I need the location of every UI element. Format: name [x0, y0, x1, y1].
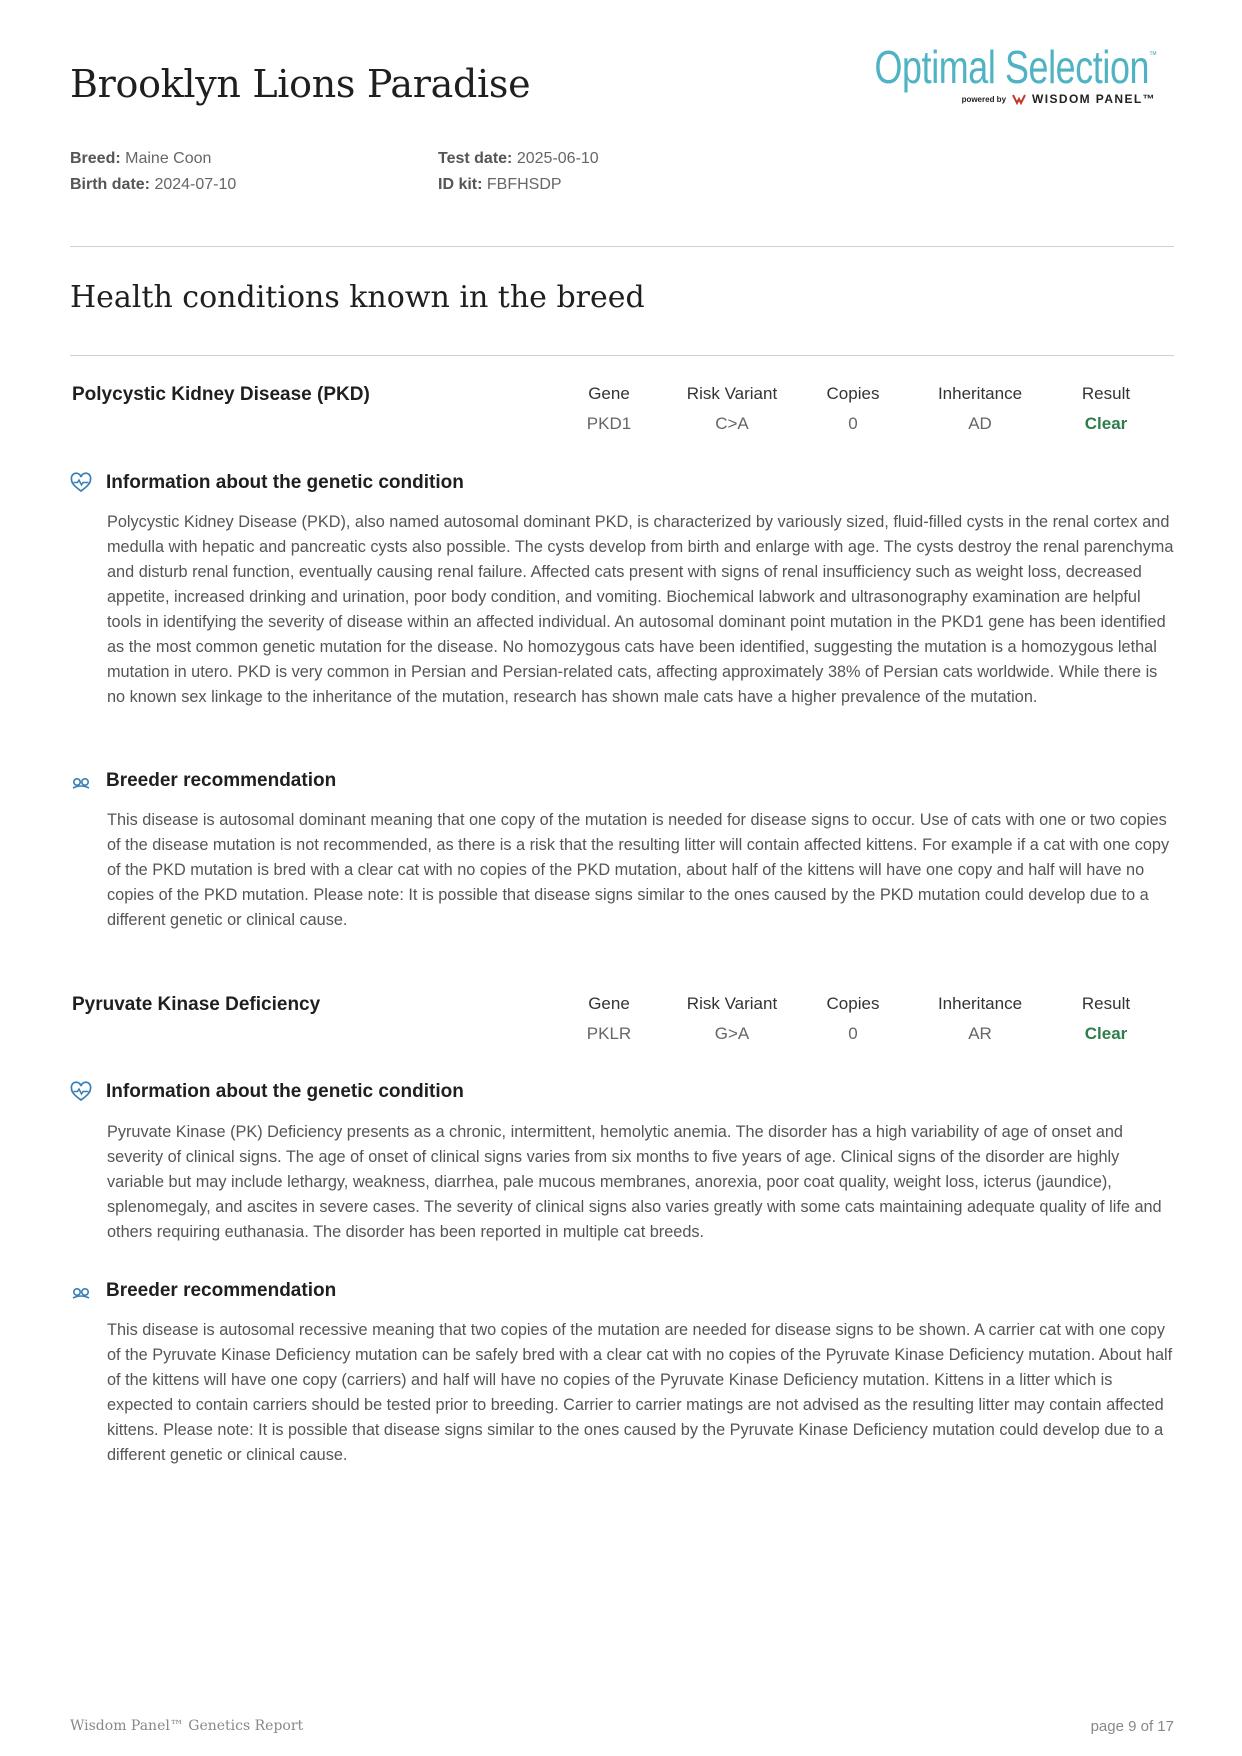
divider — [70, 355, 1174, 356]
logo-trademark: ™ — [1148, 50, 1156, 61]
gene-column: Gene PKLR — [544, 994, 674, 1044]
logo-wordmark: Optimal Selection — [874, 41, 1149, 93]
copies-column: Copies 0 — [788, 994, 918, 1044]
genotype-table — [70, 994, 1174, 1054]
report-page — [70, 0, 1174, 1756]
heart-pulse-icon — [70, 472, 92, 494]
page-title: Brooklyn Lions Paradise — [70, 62, 531, 106]
info-text: Polycystic Kidney Disease (PKD), also named autosomal dominant PKD, is characterized by variously sized, fluid-filled cysts in the renal cortex and medulla with hepatic and pancreatic cysts also possible. The cysts develop from birth and enlarge with age. The cysts destroy the renal parenchyma and disturb renal function, eventually causing renal failure. Affected cats present with signs of renal insufficiency such as weight loss, decreased appetite, increased drinking and urination, poor body condition, and vomiting. Biochemical labwork and ultrasonography examination are helpful tools in identifying the severity of disease within an affected individual. An autosomal dominant point mutation in the PKD1 gene has been identified as the most common genetic mutation for the disease. No homozygous cats have been identified, suggesting the mutation is a homozygous lethal mutation in utero. PKD is very common in Persian and Persian-related cats, affecting approximately 38% of Persian cats worldwide. While there is no known sex linkage to the inheritance of the mutation, research has shown male cats have a higher prevalence of the mutation. — [107, 513, 1174, 706]
meta-left — [70, 146, 236, 198]
cat-pair-icon — [70, 1280, 92, 1302]
breed-row: Breed: Maine Coon — [70, 150, 212, 167]
result-column: Result Clear — [1041, 994, 1171, 1044]
meta-right — [438, 146, 599, 198]
logo-brand: WISDOM PANEL™ — [1032, 92, 1156, 106]
heart-pulse-icon — [70, 1081, 92, 1103]
info-text: Pyruvate Kinase (PK) Deficiency presents as a chronic, intermittent, hemolytic anemia. The disorder has a high variability of age of onset and severity of clinical signs. The age of onset of clinical signs varies from six months to five years of age. Clinical signs of the disorder are highly variable but may include lethargy, weakness, diarrhea, pale mucous membranes, anorexia, poor coat quality, weight loss, icterus (jaundice), splenomegaly, and ascites in severe cases. The severity of clinical signs also varies greatly with some cats maintaining adequate quality of life and others requiring euthanasia. The disorder has been reported in multiple cat breeds. — [107, 1123, 1162, 1241]
test-date-row: Test date: 2025-06-10 — [438, 150, 599, 167]
breeder-heading: Breeder recommendation — [70, 1280, 336, 1302]
birth-date-row: Birth date: 2024-07-10 — [70, 176, 237, 193]
birth-date-value: 2024-07-10 — [154, 176, 237, 193]
risk-variant-value: G>A — [714, 1024, 750, 1043]
section-title: Health conditions known in the breed — [70, 280, 645, 315]
footer-report-name: Wisdom Panel™ Genetics Report — [70, 1718, 304, 1734]
breeder-text: This disease is autosomal recessive meaning that two copies of the mutation are needed for disease signs to be shown. A carrier cat with one copy of the Pyruvate Kinase Deficiency mutation can be safely bred with a clear cat with no copies of the Pyruvate Kinase Deficiency mutation. About half of the kittens will have one copy (carriers) and half will have no copies of the Pyruvate Kinase Deficiency mutation. Kittens in a litter which is expected to contain carriers should be tested prior to breeding. Carrier to carrier matings are not advised as the resulting litter may contain affected kittens. Please note: It is possible that disease signs similar to the ones caused by the Pyruvate Kinase Deficiency mutation could develop due to a different genetic or clinical cause. — [107, 1321, 1173, 1464]
breeder-text: This disease is autosomal dominant meaning that one copy of the mutation is needed for disease signs to occur. Use of cats with one or two copies of the disease mutation is not recommended, as there is a risk that the resulting litter will contain affected kittens. For example if a cat with one copy of the PKD mutation is bred with a clear cat with no copies of the PKD mutation, about half of the kittens will have one copy and half will have no copies of the PKD mutation. Please note: It is possible that disease signs similar to the ones caused by the PKD mutation could develop due to a different genetic or clinical cause. — [107, 811, 1170, 929]
inheritance-column: Inheritance AD — [915, 384, 1045, 434]
info-heading: Information about the genetic condition — [70, 472, 464, 494]
gene-value: PKD1 — [586, 414, 632, 433]
risk-variant-column: Risk Variant C>A — [667, 384, 797, 434]
logo-powered-by: powered by — [961, 94, 1007, 104]
test-date-value: 2025-06-10 — [516, 150, 599, 167]
inheritance-column: Inheritance AR — [915, 994, 1045, 1044]
condition-name: Polycystic Kidney Disease (PKD) — [72, 384, 370, 405]
copies-value: 0 — [848, 414, 858, 433]
gene-column: Gene PKD1 — [544, 384, 674, 434]
genotype-table — [70, 384, 1174, 444]
result-value: Clear — [1084, 414, 1128, 433]
inheritance-value: AD — [968, 414, 992, 433]
wisdom-panel-icon — [1012, 93, 1026, 105]
copies-column: Copies 0 — [788, 384, 918, 434]
result-column: Result Clear — [1041, 384, 1171, 434]
divider — [70, 246, 1174, 247]
kit-id-row: ID kit: FBFHSDP — [438, 176, 562, 193]
condition-name: Pyruvate Kinase Deficiency — [72, 994, 321, 1015]
page-number: page 9 of 17 — [1090, 1718, 1174, 1735]
breeder-heading: Breeder recommendation — [70, 770, 336, 792]
cat-pair-icon — [70, 770, 92, 792]
info-heading: Information about the genetic condition — [70, 1081, 464, 1103]
logo — [874, 40, 1156, 110]
kit-id-value: FBFHSDP — [486, 176, 562, 193]
risk-variant-column: Risk Variant G>A — [667, 994, 797, 1044]
risk-variant-value: C>A — [715, 414, 749, 433]
copies-value: 0 — [848, 1024, 858, 1043]
inheritance-value: AR — [968, 1024, 992, 1043]
breed-value: Maine Coon — [125, 150, 212, 167]
gene-value: PKLR — [586, 1024, 632, 1043]
result-value: Clear — [1084, 1024, 1128, 1043]
